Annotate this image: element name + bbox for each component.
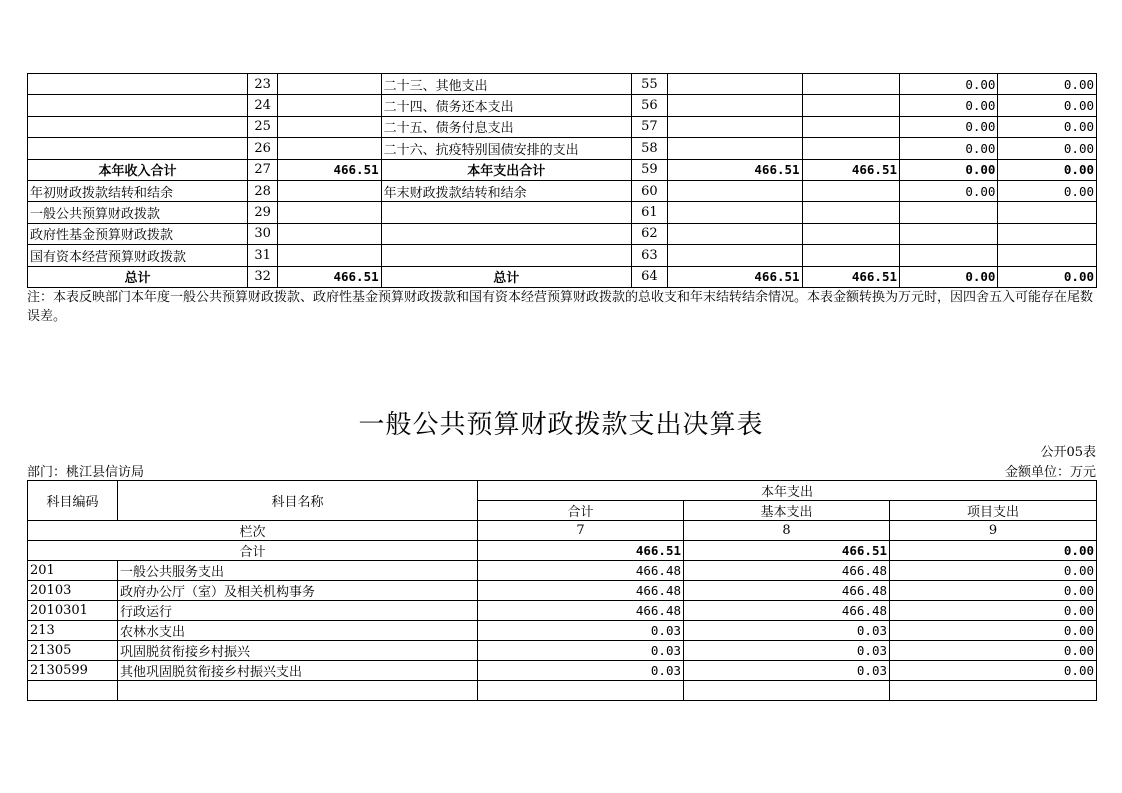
table-row	[28, 661, 1097, 681]
header-project: 项目支出	[890, 501, 1097, 521]
expense-item	[381, 245, 631, 266]
income-amount: 466.51	[278, 159, 381, 180]
expense-total	[667, 245, 802, 266]
expense-item: 总计	[381, 266, 631, 287]
expense-line-no: 62	[631, 223, 667, 244]
amount-basic: 466.48	[684, 581, 890, 601]
summary-total: 466.51	[478, 541, 684, 561]
expense-total: 466.51	[667, 266, 802, 287]
summary-project: 0.00	[890, 541, 1097, 561]
empty-row	[28, 681, 1097, 701]
subject-name: 农林水支出	[118, 621, 478, 641]
col-no-project: 9	[890, 521, 1097, 541]
amount-basic: 0.03	[684, 641, 890, 661]
income-item	[28, 95, 248, 116]
expense-project: 0.00	[900, 159, 998, 180]
table-row	[28, 601, 1097, 621]
expense-line-no: 60	[631, 180, 667, 201]
expense-project: 0.00	[900, 138, 998, 159]
expense-line-no: 64	[631, 266, 667, 287]
upper-table-row	[28, 202, 1097, 223]
income-amount	[278, 223, 381, 244]
amount-project: 0.00	[890, 641, 1097, 661]
amount-total: 0.03	[478, 641, 684, 661]
header-row-1	[28, 481, 1097, 501]
expense-basic	[802, 95, 899, 116]
col-no-total: 7	[478, 521, 684, 541]
subject-code: 20103	[28, 581, 118, 601]
amount-project: 0.00	[890, 601, 1097, 621]
table-row	[28, 621, 1097, 641]
header-code: 科目编码	[28, 481, 118, 521]
income-item	[28, 74, 248, 95]
expense-project: 0.00	[900, 74, 998, 95]
subject-name: 一般公共服务支出	[118, 561, 478, 581]
expense-item	[381, 202, 631, 223]
expense-basic	[802, 116, 899, 137]
subject-code: 2010301	[28, 601, 118, 621]
amount-total: 466.48	[478, 561, 684, 581]
table-row	[28, 581, 1097, 601]
income-line-no: 31	[248, 245, 278, 266]
income-amount	[278, 180, 381, 201]
upper-table-row	[28, 159, 1097, 180]
header-basic: 基本支出	[684, 501, 890, 521]
subject-code: 21305	[28, 641, 118, 661]
expense-total: 466.51	[667, 159, 802, 180]
expense-line-no: 57	[631, 116, 667, 137]
expense-project	[900, 245, 998, 266]
column-order-label: 栏次	[28, 521, 478, 541]
expense-other: 0.00	[998, 74, 1097, 95]
expense-item	[381, 223, 631, 244]
expense-total	[667, 95, 802, 116]
table-row	[28, 641, 1097, 661]
expense-total	[667, 74, 802, 95]
amount-total: 0.03	[478, 661, 684, 681]
expense-item: 二十四、债务还本支出	[381, 95, 631, 116]
income-amount	[278, 138, 381, 159]
expense-other	[998, 202, 1097, 223]
form-number: 公开05表	[1040, 445, 1096, 460]
amount-total: 466.48	[478, 581, 684, 601]
amount-basic: 466.48	[684, 601, 890, 621]
table-row	[28, 561, 1097, 581]
subject-name: 行政运行	[118, 601, 478, 621]
summary-label: 合计	[28, 541, 478, 561]
col-no-basic: 8	[684, 521, 890, 541]
income-line-no: 26	[248, 138, 278, 159]
expense-total	[667, 116, 802, 137]
subject-code: 2130599	[28, 661, 118, 681]
expense-item: 二十六、抗疫特别国债安排的支出	[381, 138, 631, 159]
amount-project: 0.00	[890, 581, 1097, 601]
expense-line-no: 61	[631, 202, 667, 223]
expense-project: 0.00	[900, 116, 998, 137]
expense-other	[998, 245, 1097, 266]
amount-basic: 0.03	[684, 621, 890, 641]
expense-basic	[802, 180, 899, 201]
subject-code: 201	[28, 561, 118, 581]
income-line-no: 28	[248, 180, 278, 201]
report-title: 一般公共预算财政拨款支出决算表	[358, 410, 764, 440]
income-amount	[278, 245, 381, 266]
subject-name: 政府办公厅（室）及相关机构事务	[118, 581, 478, 601]
subject-name: 其他巩固脱贫衔接乡村振兴支出	[118, 661, 478, 681]
expense-project: 0.00	[900, 180, 998, 201]
expense-project	[900, 202, 998, 223]
expense-other: 0.00	[998, 116, 1097, 137]
subject-code: 213	[28, 621, 118, 641]
income-item: 国有资本经营预算财政拨款	[28, 245, 248, 266]
income-line-no: 32	[248, 266, 278, 287]
income-amount	[278, 74, 381, 95]
income-line-no: 23	[248, 74, 278, 95]
expense-project: 0.00	[900, 95, 998, 116]
amount-basic: 0.03	[684, 661, 890, 681]
expense-basic	[802, 245, 899, 266]
income-line-no: 27	[248, 159, 278, 180]
amount-project: 0.00	[890, 561, 1097, 581]
expense-line-no: 63	[631, 245, 667, 266]
expense-project	[900, 223, 998, 244]
subject-name: 巩固脱贫衔接乡村振兴	[118, 641, 478, 661]
expense-total	[667, 223, 802, 244]
expense-item: 二十五、债务付息支出	[381, 116, 631, 137]
expense-other: 0.00	[998, 180, 1097, 201]
expense-project: 0.00	[900, 266, 998, 287]
income-item: 政府性基金预算财政拨款	[28, 223, 248, 244]
expense-basic	[802, 223, 899, 244]
expense-other	[998, 223, 1097, 244]
upper-table-row	[28, 116, 1097, 137]
expense-basic	[802, 74, 899, 95]
upper-balance-table	[27, 73, 1097, 288]
amount-basic: 466.48	[684, 561, 890, 581]
income-line-no: 24	[248, 95, 278, 116]
income-item: 总计	[28, 266, 248, 287]
income-amount	[278, 95, 381, 116]
expense-other: 0.00	[998, 138, 1097, 159]
summary-basic: 466.51	[684, 541, 890, 561]
unit-label: 金额单位：万元	[1004, 465, 1096, 480]
empty-cell	[684, 681, 890, 701]
expense-other: 0.00	[998, 95, 1097, 116]
income-amount	[278, 116, 381, 137]
upper-table-row	[28, 74, 1097, 95]
income-line-no: 25	[248, 116, 278, 137]
income-line-no: 30	[248, 223, 278, 244]
upper-table-row	[28, 138, 1097, 159]
upper-table-row	[28, 95, 1097, 116]
expense-item: 二十三、其他支出	[381, 74, 631, 95]
expense-basic	[802, 202, 899, 223]
expense-other: 0.00	[998, 266, 1097, 287]
empty-cell	[118, 681, 478, 701]
income-line-no: 29	[248, 202, 278, 223]
income-item: 一般公共预算财政拨款	[28, 202, 248, 223]
upper-table-row	[28, 245, 1097, 266]
summary-row	[28, 541, 1097, 561]
expense-item: 年末财政拨款结转和结余	[381, 180, 631, 201]
income-item: 本年收入合计	[28, 159, 248, 180]
amount-total: 466.48	[478, 601, 684, 621]
upper-table-row	[28, 223, 1097, 244]
expense-total	[667, 202, 802, 223]
expense-other: 0.00	[998, 159, 1097, 180]
empty-cell	[28, 681, 118, 701]
empty-cell	[890, 681, 1097, 701]
income-amount	[278, 202, 381, 223]
amount-total: 0.03	[478, 621, 684, 641]
empty-cell	[478, 681, 684, 701]
expense-line-no: 58	[631, 138, 667, 159]
expense-total	[667, 180, 802, 201]
expense-total	[667, 138, 802, 159]
expense-line-no: 56	[631, 95, 667, 116]
expenditure-table	[27, 480, 1097, 701]
expense-item: 本年支出合计	[381, 159, 631, 180]
income-amount: 466.51	[278, 266, 381, 287]
table-note: 注：本表反映部门本年度一般公共预算财政拨款、政府性基金预算财政拨款和国有资本经营预算财政拨款的总收支和年末结转结余情况。本表金额转换为万元时，因四舍五入可能存在尾数误差。	[27, 290, 1094, 324]
header-name: 科目名称	[118, 481, 478, 521]
expense-basic	[802, 138, 899, 159]
header-total: 合计	[478, 501, 684, 521]
income-item	[28, 116, 248, 137]
expense-basic: 466.51	[802, 159, 899, 180]
income-item: 年初财政拨款结转和结余	[28, 180, 248, 201]
amount-project: 0.00	[890, 661, 1097, 681]
expense-line-no: 59	[631, 159, 667, 180]
expense-line-no: 55	[631, 74, 667, 95]
income-item	[28, 138, 248, 159]
upper-table-row	[28, 180, 1097, 201]
expense-basic: 466.51	[802, 266, 899, 287]
header-current-year: 本年支出	[478, 481, 1097, 501]
department-label: 部门：桃江县信访局	[27, 465, 145, 480]
amount-project: 0.00	[890, 621, 1097, 641]
column-order-row	[28, 521, 1097, 541]
upper-table-row	[28, 266, 1097, 287]
